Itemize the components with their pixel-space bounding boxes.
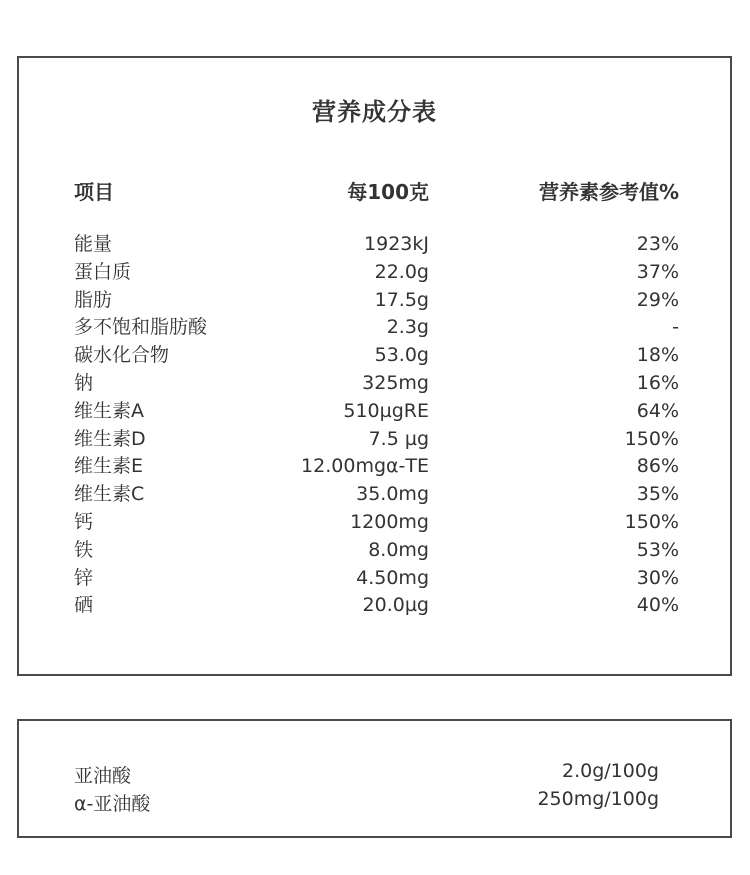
nutrient-amount: 4.50mg bbox=[356, 566, 429, 589]
nutrient-amount: 2.3g bbox=[386, 316, 429, 339]
nutrient-nrv: 86% bbox=[636, 455, 679, 478]
fatty-acids-panel bbox=[17, 719, 732, 838]
table-row bbox=[74, 259, 679, 287]
nutrient-amount: 17.5g bbox=[374, 288, 429, 311]
nutrient-amount: 35.0mg bbox=[356, 483, 429, 506]
table-row bbox=[74, 426, 679, 454]
fatty-acid-value: 2.0g/100g bbox=[561, 760, 659, 782]
table-row bbox=[74, 342, 679, 370]
nutrient-nrv: 29% bbox=[636, 288, 679, 311]
table-title: 营养成分表 bbox=[312, 98, 437, 126]
header-nrv: 营养素参考值% bbox=[538, 180, 679, 204]
table-row bbox=[74, 314, 679, 342]
nutrient-name: 钠 bbox=[74, 371, 94, 394]
nutrient-nrv: 64% bbox=[636, 399, 679, 422]
nutrient-nrv: 35% bbox=[636, 483, 679, 506]
nutrient-nrv: 23% bbox=[636, 233, 679, 255]
nutrient-nrv: 40% bbox=[636, 594, 679, 617]
nutrient-name: 硒 bbox=[74, 594, 94, 617]
nutrient-name: 维生素C bbox=[74, 483, 145, 506]
nutrient-nrv: 150% bbox=[624, 427, 679, 450]
nutrient-nrv: 16% bbox=[636, 371, 679, 394]
table-row bbox=[74, 287, 679, 315]
nutrient-amount: 8.0mg bbox=[368, 538, 429, 561]
nutrient-amount: 325mg bbox=[362, 371, 429, 394]
fatty-acid-name: α-亚油酸 bbox=[74, 793, 151, 815]
nutrient-nrv: 53% bbox=[636, 538, 679, 561]
nutrient-name: 维生素E bbox=[74, 455, 144, 478]
nutrient-nrv: - bbox=[672, 316, 679, 339]
table-row bbox=[74, 481, 679, 509]
nutrient-nrv: 18% bbox=[636, 344, 679, 367]
nutrient-name: 多不饱和脂肪酸 bbox=[74, 316, 208, 339]
nutrient-nrv: 30% bbox=[636, 566, 679, 589]
nutrient-amount: 510µgRE bbox=[343, 399, 429, 422]
nutrient-name: 蛋白质 bbox=[74, 260, 132, 283]
nutrient-name: 维生素D bbox=[74, 427, 146, 450]
fatty-acid-rows bbox=[74, 757, 659, 813]
table-row bbox=[74, 509, 679, 537]
nutrition-facts-panel bbox=[17, 56, 732, 676]
nutrient-name: 钙 bbox=[74, 510, 94, 533]
nutrient-amount: 1923kJ bbox=[364, 233, 429, 255]
table-row bbox=[74, 231, 679, 259]
nutrient-name: 维生素A bbox=[74, 399, 144, 422]
table-row bbox=[74, 537, 679, 565]
list-item bbox=[74, 785, 659, 813]
nutrient-name: 铁 bbox=[74, 538, 94, 561]
table-row bbox=[74, 370, 679, 398]
table-header bbox=[74, 176, 679, 204]
nutrient-amount: 1200mg bbox=[350, 510, 429, 533]
header-per-100g: 每100克 bbox=[347, 180, 429, 204]
header-item: 项目 bbox=[74, 180, 114, 204]
nutrient-name: 脂肪 bbox=[74, 288, 113, 311]
nutrient-rows bbox=[74, 231, 679, 620]
nutrient-amount: 53.0g bbox=[374, 344, 429, 367]
list-item bbox=[74, 757, 659, 785]
fatty-acid-name: 亚油酸 bbox=[74, 765, 132, 787]
fatty-acid-value: 250mg/100g bbox=[537, 788, 659, 810]
table-row bbox=[74, 453, 679, 481]
nutrient-nrv: 150% bbox=[624, 510, 679, 533]
table-row bbox=[74, 398, 679, 426]
nutrient-amount: 20.0µg bbox=[362, 594, 429, 617]
nutrient-amount: 7.5 µg bbox=[368, 427, 429, 450]
nutrient-name: 能量 bbox=[74, 233, 113, 255]
table-row bbox=[74, 565, 679, 593]
nutrient-name: 锌 bbox=[74, 566, 94, 589]
nutrient-name: 碳水化合物 bbox=[74, 344, 170, 367]
nutrient-amount: 22.0g bbox=[374, 260, 429, 283]
nutrient-amount: 12.00mgα-TE bbox=[301, 455, 429, 478]
table-row bbox=[74, 592, 679, 620]
nutrient-nrv: 37% bbox=[636, 260, 679, 283]
